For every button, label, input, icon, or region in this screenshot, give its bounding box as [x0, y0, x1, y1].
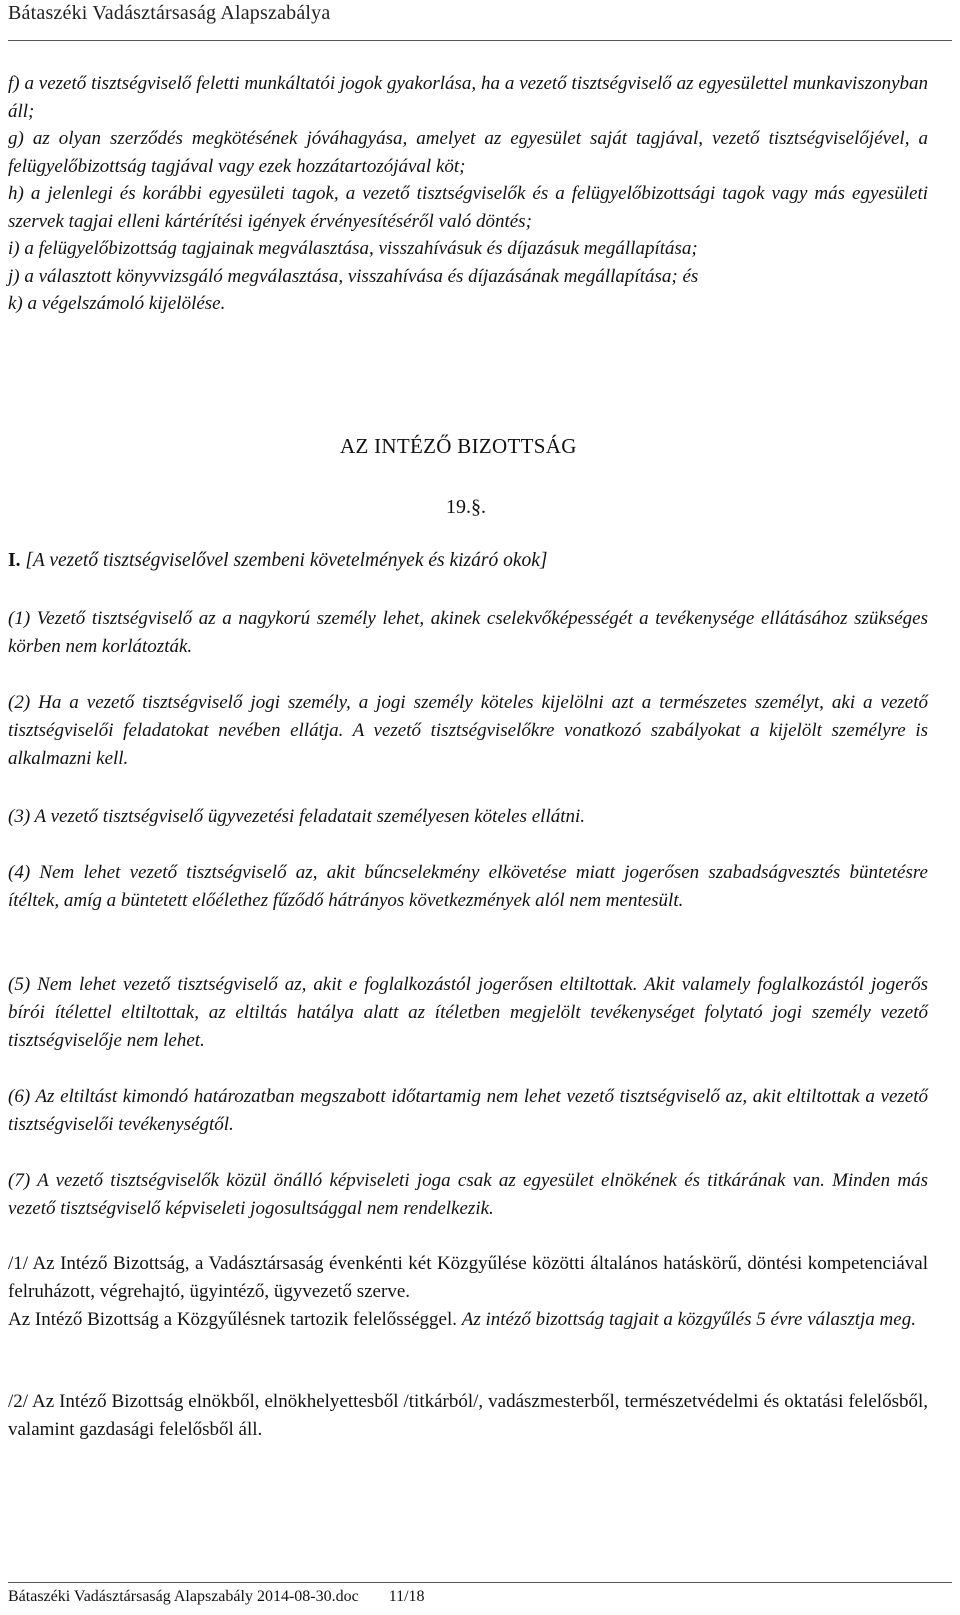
header-divider [8, 40, 952, 41]
page-number: 11/18 [388, 1588, 425, 1605]
paragraph-7: (7) A vezető tisztségviselők közül önálló képviseleti joga csak az egyesület elnökének és titkárának van. Minden más vezető tisztségviselő képviseleti jogosultsággal nem rendelkezik. [8, 1170, 928, 1219]
subsection-title [8, 550, 548, 572]
paragraph-bizottsag-1 [8, 1250, 928, 1334]
list-item: i) a felügyelőbizottság tagjainak megválasztása, visszahívásuk és díjazásuk megállapítása; [8, 238, 698, 259]
list-item: h) a jelenlegi és korábbi egyesületi tagok, a vezető tisztségviselők és a felügyelőbizottsági tagok vagy más egyesületi szervek tagjai elleni kártérítési igények érvényesítéséről való döntés; [8, 183, 928, 232]
page-header: Bátaszéki Vadásztársaság Alapszabálya [8, 2, 331, 24]
list-item: k) a végelszámoló kijelölése. [8, 293, 226, 314]
section-title: AZ INTÉZŐ BIZOTTSÁG [340, 434, 577, 458]
paragraph-bizottsag-1-responsibility: Az Intéző Bizottság a Közgyűlésnek tartozik felelősséggel. [8, 1309, 457, 1330]
paragraph-2: (2) Ha a vezető tisztségviselő jogi személy, a jogi személy köteles kijelölni azt a természetes személyt, aki a vezető tisztségviselői feladatokat nevében ellátja. A vezető tisztségviselőkre vonatkozó szabályokat a kijelölt személyre is alkalmazni kell. [8, 692, 928, 769]
paragraph-6: (6) Az eltiltást kimondó határozatban megszabott időtartamig nem lehet vezető tisztségviselő az, akit eltiltottak a vezető tisztségviselői tevékenységtől. [8, 1086, 928, 1135]
paragraph-4: (4) Nem lehet vezető tisztségviselő az, akit bűncselekmény elkövetése miatt jogerősen szabadságvesztés büntetésre ítéltek, amíg a büntetett előélethez fűződő hátrányos következmények alól nem mentesült. [8, 862, 928, 911]
page-footer [8, 1588, 425, 1606]
list-item: f) a vezető tisztségviselő feletti munkáltatói jogok gyakorlása, ha a vezető tisztségviselő az egyesülettel munkaviszonyban áll; [8, 73, 928, 122]
paragraph-bizottsag-1-text: /1/ Az Intéző Bizottság, a Vadásztársaság évenkénti két Közgyűlése közötti általános hatáskörű, döntési kompetenciával felruházott, végrehajtó, ügyintéző, ügyvezető szerve. [8, 1253, 928, 1302]
paragraph-bizottsag-2: /2/ Az Intéző Bizottság elnökből, elnökhelyettesből /titkárból/, vadászmesterből, természetvédelmi és oktatási felelősből, valamint gazdasági felelősből áll. [8, 1391, 928, 1440]
section-number: 19.§. [446, 496, 486, 518]
paragraph-bizottsag-1-election: Az intéző bizottság tagjait a közgyűlés 5 évre választja meg. [461, 1309, 916, 1330]
footer-document-name: Bátaszéki Vadásztársaság Alapszabály 2014-08-30.doc [8, 1588, 359, 1605]
subsection-text: [A vezető tisztségviselővel szembeni követelmények és kizáró okok] [25, 550, 548, 571]
subsection-roman: I. [8, 550, 21, 571]
list-item: j) a választott könyvvizsgáló megválasztása, visszahívása és díjazásának megállapítása; és [8, 265, 699, 287]
item-list [8, 70, 928, 318]
list-item: g) az olyan szerződés megkötésének jóváhagyása, amelyet az egyesület saját tagjával, vezető tisztségviselőjével, a felügyelőbizottság tagjával vagy ezek hozzátartozójával köt; [8, 128, 928, 177]
paragraph-3: (3) A vezető tisztségviselő ügyvezetési feladatait személyesen köteles ellátni. [8, 806, 586, 827]
paragraph-5: (5) Nem lehet vezető tisztségviselő az, akit e foglalkozástól jogerősen eltiltottak. Akit valamely foglalkozástól jogerős bírói ítélettel eltiltottak, az eltiltás hatálya alatt az ítéletben megjelölt tevékenységet folytató jogi személy vezető tisztségviselője nem lehet. [8, 974, 928, 1051]
footer-divider [8, 1582, 952, 1583]
paragraph-1: (1) Vezető tisztségviselő az a nagykorú személy lehet, akinek cselekvőképességét a tevékenysége ellátásához szükséges körben nem korlátozták. [8, 608, 928, 657]
